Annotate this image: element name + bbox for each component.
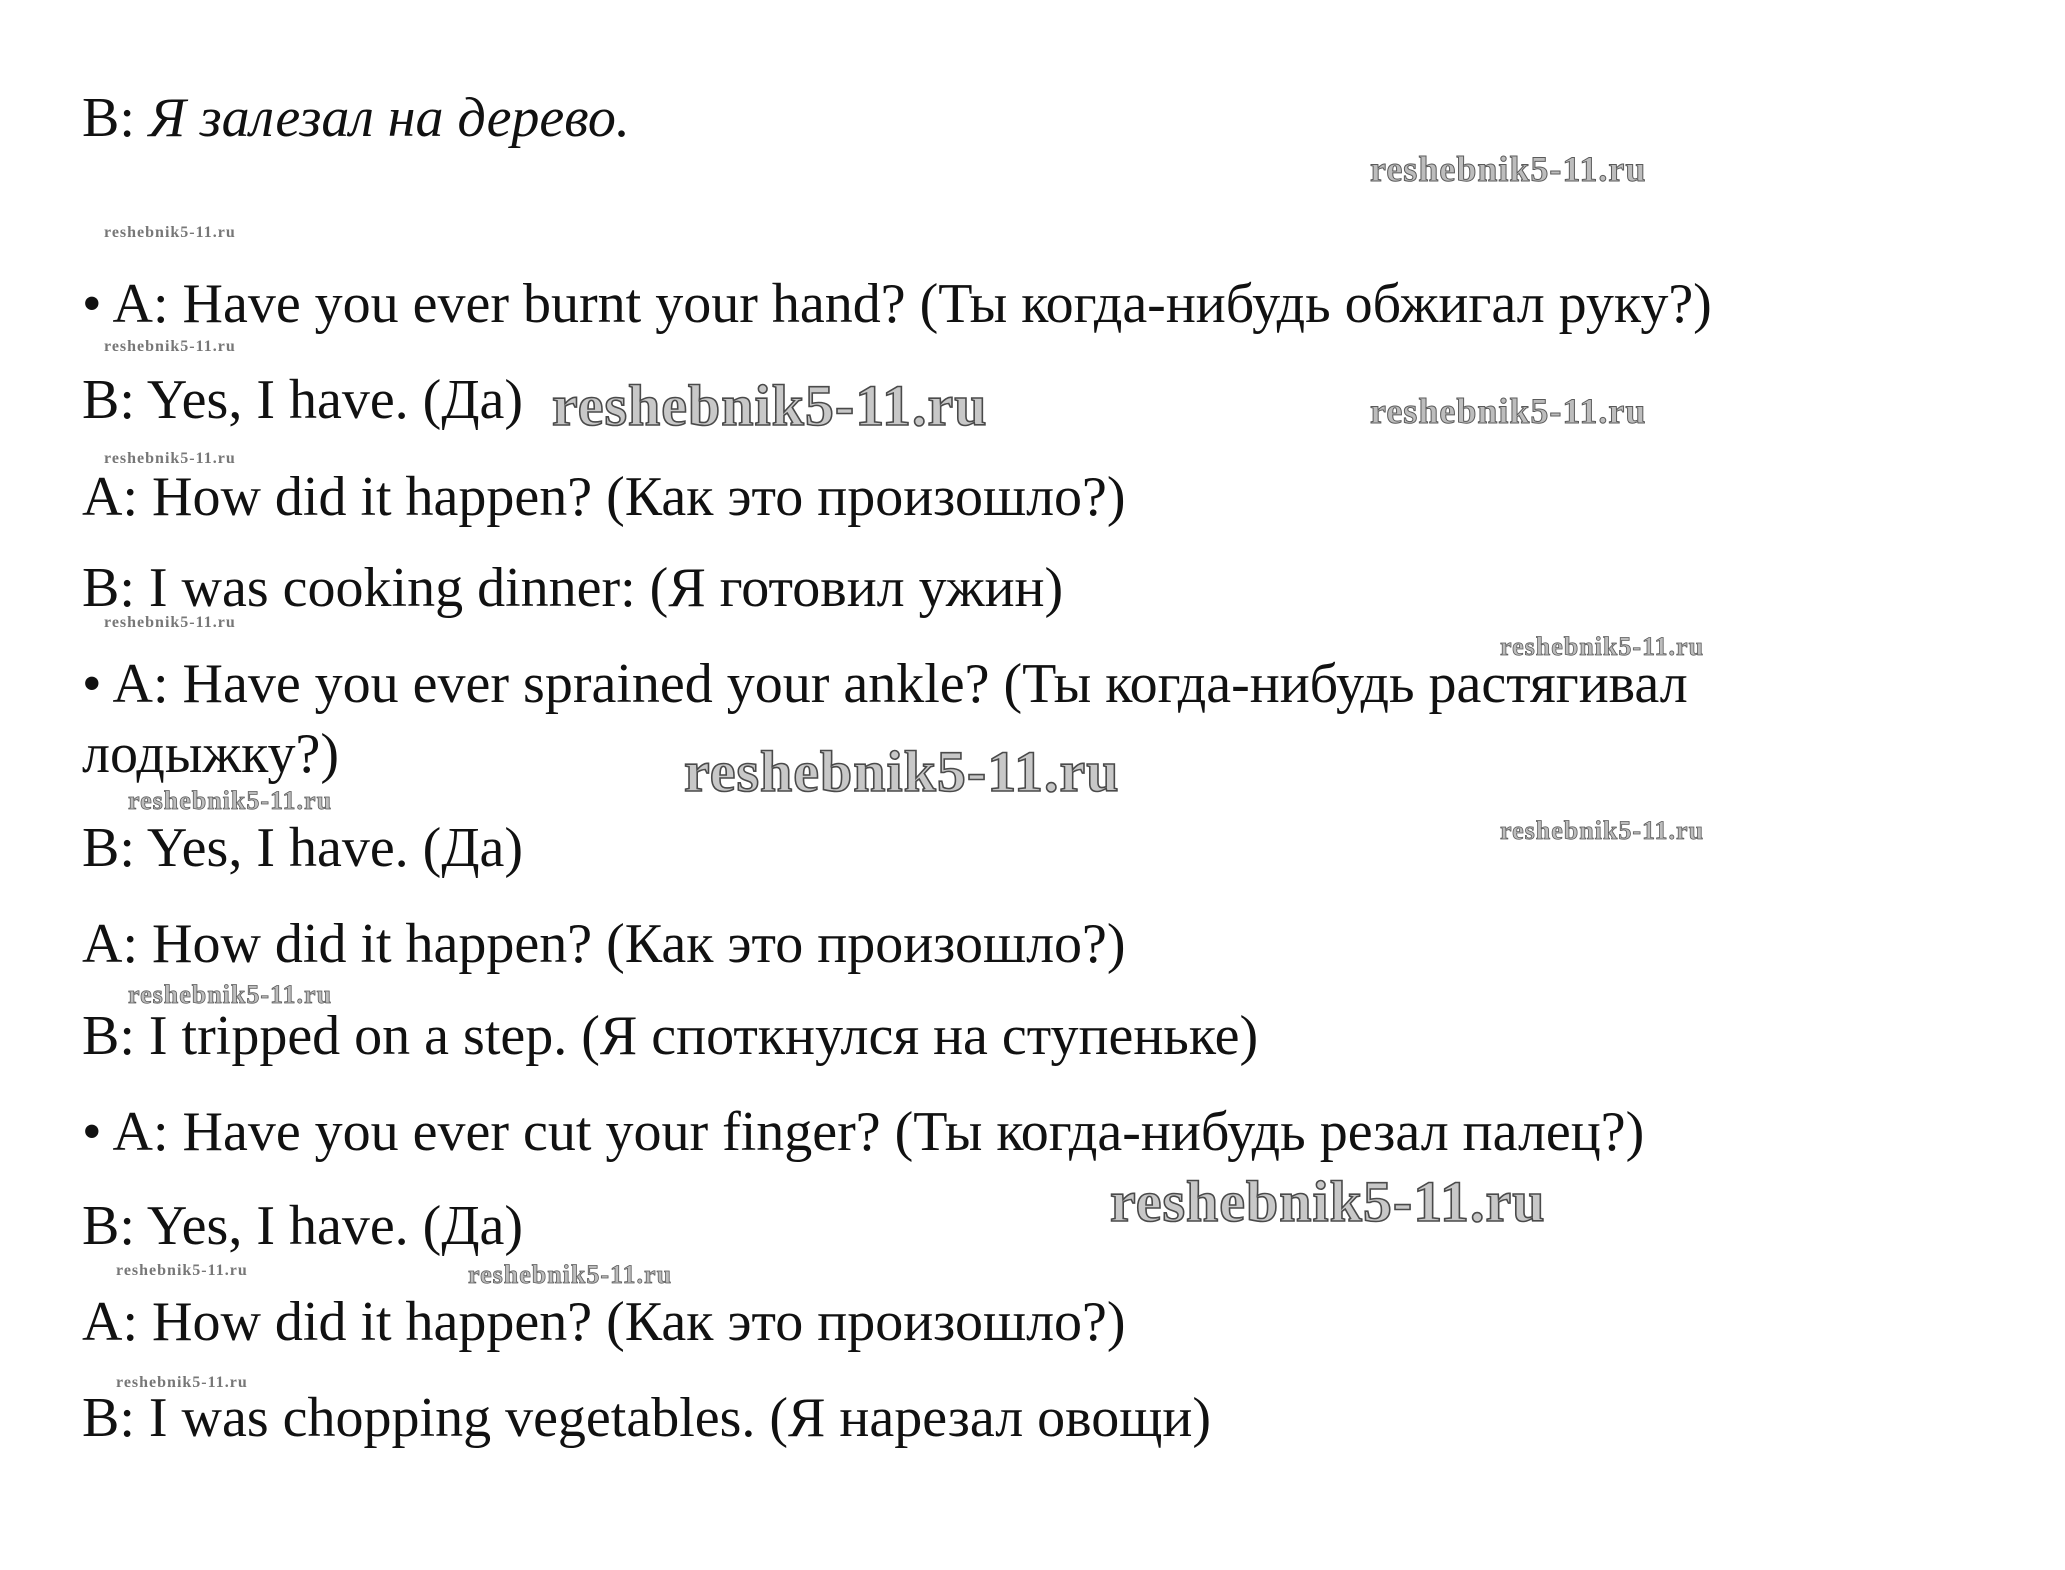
watermark: reshebnik5-11.ru	[1370, 391, 1647, 431]
dialogue-line-8: B: Yes, I have. (Да)	[82, 817, 524, 879]
watermark: reshebnik5-11.ru	[1500, 632, 1705, 661]
dialogue-line-5: B: I was cooking dinner: (Я готовил ужин)	[82, 557, 1064, 619]
watermark: reshebnik5-11.ru	[1110, 1169, 1546, 1234]
watermark: reshebnik5-11.ru	[684, 739, 1120, 804]
watermark: reshebnik5-11.ru	[468, 1260, 673, 1289]
dialogue-line-4: A: How did it happen? (Как это произошло?)	[82, 466, 1126, 528]
dialogue-line-11: • A: Have you ever cut your finger? (Ты когда-нибудь резал палец?)	[82, 1101, 1645, 1163]
dialogue-line-3: B: Yes, I have. (Да)	[82, 369, 524, 431]
watermark: reshebnik5-11.ru	[104, 338, 236, 355]
dialogue-line-2: • A: Have you ever burnt your hand? (Ты когда-нибудь обжигал руку?)	[82, 273, 1712, 335]
watermark: reshebnik5-11.ru	[116, 1262, 248, 1279]
watermark: reshebnik5-11.ru	[128, 980, 333, 1009]
dialogue-line-9: A: How did it happen? (Как это произошло?)	[82, 913, 1126, 975]
watermark: reshebnik5-11.ru	[128, 786, 333, 815]
watermark: reshebnik5-11.ru	[1500, 816, 1705, 845]
watermark: reshebnik5-11.ru	[116, 1374, 248, 1391]
dialogue-line-12: B: Yes, I have. (Да)	[82, 1195, 524, 1257]
dialogue-line-6: • A: Have you ever sprained your ankle? (Ты когда-нибудь растягивал	[82, 653, 1688, 715]
watermark: reshebnik5-11.ru	[104, 450, 236, 467]
watermark: reshebnik5-11.ru	[104, 614, 236, 631]
dialogue-line-14: B: I was chopping vegetables. (Я нарезал овощи)	[82, 1387, 1211, 1449]
watermark: reshebnik5-11.ru	[1370, 149, 1647, 189]
dialogue-line-7: лодыжку?)	[82, 723, 340, 785]
line-text: Я залезал на дерево.	[148, 87, 630, 149]
watermark: reshebnik5-11.ru	[552, 373, 988, 438]
dialogue-line-10: B: I tripped on a step. (Я споткнулся на ступеньке)	[82, 1005, 1259, 1067]
speaker-prefix: B:	[82, 87, 149, 149]
dialogue-line-1	[82, 86, 630, 150]
dialogue-line-13: A: How did it happen? (Как это произошло?)	[82, 1291, 1126, 1353]
watermark: reshebnik5-11.ru	[104, 224, 236, 241]
